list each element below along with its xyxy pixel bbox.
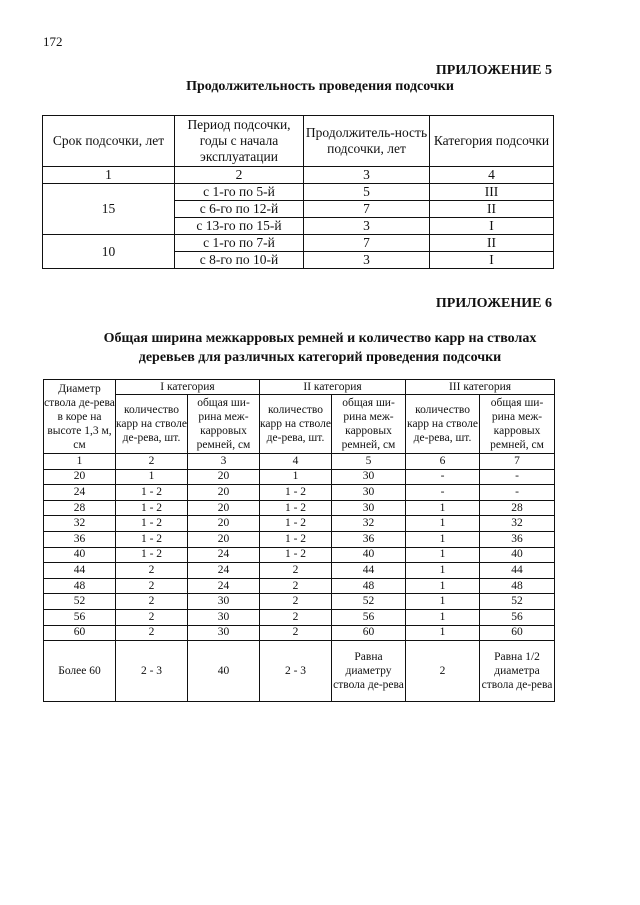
appendix6-title-line1: Общая ширина межкарровых ремней и количество карр на стволах [103,331,537,346]
width-cat3-cell: 36 [480,531,555,547]
count-cat2-cell: 2 [260,578,332,594]
category-cell: I [430,218,554,235]
width-cat2-cell: 30 [332,500,406,516]
table6-subheader-width-3: общая ши-рина меж-карровых ремней, см [480,395,555,454]
column-number: 4 [260,454,332,470]
table6-subheader-width-2: общая ши-рина меж-карровых ремней, см [332,395,406,454]
width-cat3-cell: Равна 1/2 диаметра ствола де-рева [480,641,555,702]
width-cat3-cell: 60 [480,625,555,641]
table-row [43,184,554,201]
table6-subheader-count-2: количество карр на стволе де-рева, шт. [260,395,332,454]
count-cat1-cell: 1 - 2 [116,500,188,516]
appendix5-label: ПРИЛОЖЕНИЕ 5 [435,63,552,78]
duration-cell: 7 [304,235,430,252]
width-cat3-cell: 52 [480,594,555,610]
table-row [44,469,555,485]
column-number: 6 [406,454,480,470]
count-cat3-cell: - [406,485,480,501]
table-row [44,594,555,610]
table5-header-period: Период подсочки, годы с начала эксплуатации [175,116,304,167]
width-cat2-cell: 32 [332,516,406,532]
count-cat2-cell: 1 - 2 [260,500,332,516]
page-number: 172 [43,34,63,49]
count-cat3-cell: 1 [406,547,480,563]
period-cell: с 1-го по 5-й [175,184,304,201]
count-cat1-cell: 1 - 2 [116,547,188,563]
count-cat3-cell: - [406,469,480,485]
count-cat3-cell: 1 [406,563,480,579]
width-cat1-cell: 24 [188,547,260,563]
count-cat1-cell: 2 [116,563,188,579]
period-cell: с 13-го по 15-й [175,218,304,235]
width-cat1-cell: 30 [188,625,260,641]
table6-header-category-1: I категория [116,380,260,395]
appendix6-label: ПРИЛОЖЕНИЕ 6 [435,296,552,311]
width-cat3-cell: 56 [480,609,555,625]
table6-header-category-2: II категория [260,380,406,395]
table-row [44,578,555,594]
count-cat2-cell: 2 [260,625,332,641]
count-cat3-cell: 2 [406,641,480,702]
diameter-cell: 20 [44,469,116,485]
count-cat3-cell: 1 [406,594,480,610]
term-cell: 15 [43,184,175,235]
count-cat3-cell: 1 [406,516,480,532]
width-cat1-cell: 20 [188,485,260,501]
table-row [44,563,555,579]
table6-subheader-width-1: общая ши-рина меж-карровых ремней, см [188,395,260,454]
table-row [44,547,555,563]
appendix5-title: Продолжительность проведения подсочки [186,79,454,94]
column-number: 7 [480,454,555,470]
width-cat3-cell: 28 [480,500,555,516]
width-cat3-cell: 32 [480,516,555,532]
count-cat1-cell: 2 [116,609,188,625]
count-cat3-cell: 1 [406,625,480,641]
width-cat2-cell: 56 [332,609,406,625]
diameter-cell: 56 [44,609,116,625]
width-cat2-cell: 40 [332,547,406,563]
diameter-cell: 48 [44,578,116,594]
count-cat3-cell: 1 [406,531,480,547]
width-cat3-cell: - [480,469,555,485]
width-cat2-cell: 60 [332,625,406,641]
width-cat2-cell: 36 [332,531,406,547]
width-cat1-cell: 20 [188,531,260,547]
diameter-cell: 36 [44,531,116,547]
duration-cell: 3 [304,252,430,269]
width-cat2-cell: 48 [332,578,406,594]
table-row [44,641,555,702]
duration-cell: 7 [304,201,430,218]
diameter-cell: 32 [44,516,116,532]
count-cat1-cell: 1 - 2 [116,485,188,501]
count-cat2-cell: 2 - 3 [260,641,332,702]
count-cat2-cell: 2 [260,594,332,610]
width-cat1-cell: 20 [188,516,260,532]
table-row [44,625,555,641]
count-cat1-cell: 2 [116,578,188,594]
count-cat1-cell: 1 - 2 [116,531,188,547]
table-row [44,500,555,516]
table6-column-number-row [44,454,555,470]
column-number: 1 [44,454,116,470]
column-number: 3 [188,454,260,470]
width-cat2-cell: 44 [332,563,406,579]
count-cat2-cell: 1 - 2 [260,516,332,532]
width-cat3-cell: 48 [480,578,555,594]
category-cell: II [430,235,554,252]
count-cat1-cell: 2 [116,594,188,610]
count-cat1-cell: 2 - 3 [116,641,188,702]
width-cat3-cell: - [480,485,555,501]
diameter-cell: 44 [44,563,116,579]
count-cat2-cell: 1 - 2 [260,485,332,501]
appendix6-title-line2: деревьев для различных категорий проведения подсочки [138,350,502,365]
duration-cell: 5 [304,184,430,201]
diameter-cell: 60 [44,625,116,641]
category-cell: I [430,252,554,269]
width-cat1-cell: 20 [188,469,260,485]
period-cell: с 1-го по 7-й [175,235,304,252]
width-cat1-cell: 40 [188,641,260,702]
table5-header-duration: Продолжитель-ность подсочки, лет [304,116,430,167]
diameter-cell: 52 [44,594,116,610]
width-cat1-cell: 30 [188,609,260,625]
term-cell: 10 [43,235,175,269]
count-cat1-cell: 1 [116,469,188,485]
category-cell: II [430,201,554,218]
appendix6-title [0,329,640,367]
width-cat1-cell: 24 [188,578,260,594]
count-cat2-cell: 2 [260,609,332,625]
diameter-cell: Более 60 [44,641,116,702]
period-cell: с 6-го по 12-й [175,201,304,218]
width-cat2-cell: Равна диаметру ствола де-рева [332,641,406,702]
count-cat2-cell: 1 - 2 [260,531,332,547]
count-cat1-cell: 2 [116,625,188,641]
column-number: 3 [304,167,430,184]
table6-subheader-row [44,395,555,454]
table-row [44,485,555,501]
column-number: 2 [116,454,188,470]
table6-subheader-count-1: количество карр на стволе де-рева, шт. [116,395,188,454]
count-cat3-cell: 1 [406,609,480,625]
width-cat3-cell: 40 [480,547,555,563]
column-number: 1 [43,167,175,184]
table5-header-term: Срок подсочки, лет [43,116,175,167]
period-cell: с 8-го по 10-й [175,252,304,269]
count-cat2-cell: 2 [260,563,332,579]
table6-subheader-count-3: количество карр на стволе де-рева, шт. [406,395,480,454]
width-cat1-cell: 20 [188,500,260,516]
table-row [43,235,554,252]
column-number: 4 [430,167,554,184]
diameter-cell: 24 [44,485,116,501]
width-cat2-cell: 30 [332,485,406,501]
table6-header-category-3: III категория [406,380,555,395]
table5-column-number-row [43,167,554,184]
table6-header-diameter: Диаметр ствола де-рева в коре на высоте 1,3 м, см [44,380,116,454]
table-row [44,609,555,625]
diameter-cell: 40 [44,547,116,563]
duration-cell: 3 [304,218,430,235]
table5-header-row [43,116,554,167]
column-number: 5 [332,454,406,470]
count-cat2-cell: 1 [260,469,332,485]
appendix6-table [43,379,555,702]
diameter-cell: 28 [44,500,116,516]
table6-category-row [44,380,555,395]
width-cat2-cell: 30 [332,469,406,485]
table-row [44,516,555,532]
width-cat2-cell: 52 [332,594,406,610]
category-cell: III [430,184,554,201]
width-cat1-cell: 24 [188,563,260,579]
count-cat1-cell: 1 - 2 [116,516,188,532]
width-cat1-cell: 30 [188,594,260,610]
table-row [44,531,555,547]
count-cat2-cell: 1 - 2 [260,547,332,563]
count-cat3-cell: 1 [406,578,480,594]
table5-header-category: Категория подсочки [430,116,554,167]
count-cat3-cell: 1 [406,500,480,516]
width-cat3-cell: 44 [480,563,555,579]
column-number: 2 [175,167,304,184]
appendix5-table [42,115,554,269]
